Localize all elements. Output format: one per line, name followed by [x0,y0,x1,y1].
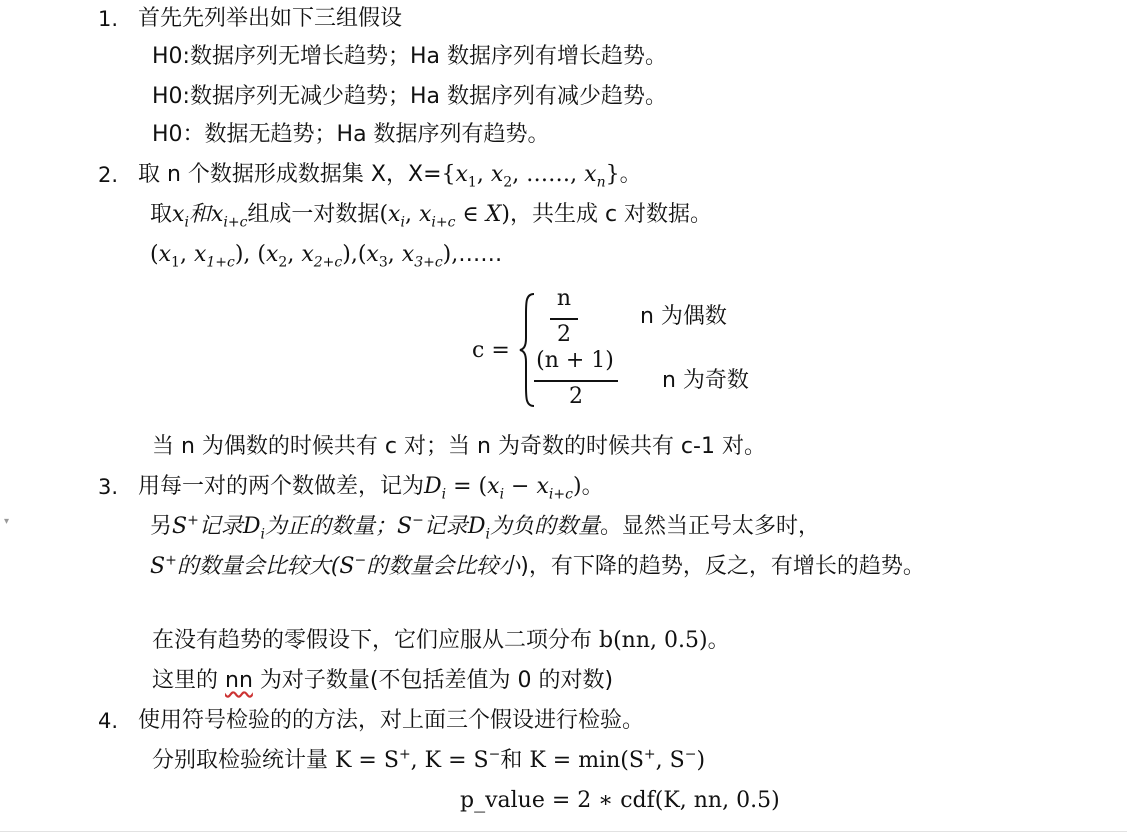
text-c: 为正的数量； [264,514,397,539]
p-value-formula: p_value = 2 ∗ cdf(K, nn, 0.5) [460,788,780,813]
hypothesis-trend: H0：数据无趋势；Ha 数据序列有趋势。 [152,122,550,147]
item-1-title: 首先先列举出如下三组假设 [138,6,403,31]
null-hypothesis-binomial [152,626,730,656]
text-e: 为负的数量 [489,514,600,539]
nn-definition [152,666,613,696]
text-a: 另 [150,514,173,539]
text-m: 为对子数量(不包括差值为 0 的对数) [252,668,614,693]
item-3-title-text: 用每一对的两个数做差，记为 [138,474,425,499]
frac-n-plus-1: (n + 1) [536,348,614,373]
list-number-2: 2. [98,163,119,187]
margin-collapse-icon[interactable]: ▾ [4,516,10,527]
pair-list: ($x_1$, $x_{1+c}$), ($x_2$, $x_{2+c}),(x_3$, $x_{3+c}),\dots\dots$ [150,242,503,271]
pair-and: 和 [188,202,211,227]
text-n: 分别取检验统计量 [152,748,335,773]
pair-count-note: 当 n 为偶数的时候共有 c 对；当 n 为奇数的时候共有 c-1 对。 [152,434,766,459]
sign-count-definition: 另S+记录$D_i$为正的数量；S−记录$D_i$为负的数量。显然当正号太多时， [150,512,820,543]
hypothesis-decrease: H0:数据序列无减少趋势；Ha 数据序列有减少趋势。 [152,84,667,109]
hypothesis-increase: H0:数据序列无增长趋势；Ha 数据序列有增长趋势。 [152,44,667,69]
binomial-expression: b(nn, 0.5) [599,628,708,653]
text-j: 在没有趋势的零假设下，它们应服从二项分布 [152,628,599,653]
text-f: 。显然当正号太多时， [599,514,820,539]
pair-mid: 组成一对数据 [247,202,380,227]
text-i: )，有下降的趋势，反之，有增长的趋势。 [520,554,925,579]
text-g: 的数量会比较大( [176,554,340,579]
frac-n: n [556,286,572,311]
frac-2-odd: 2 [569,384,583,409]
pair-prefix: 取 [150,202,173,227]
item-2-title: 取 n 个数据形成数据集 X，$X=\{x_1$, $x_2$, ……, $x_n$}。 [138,162,642,191]
text-l: 这里的 [152,668,225,693]
text-h: 的数量会比较小 [366,554,521,579]
text-d: 记录 [423,514,468,539]
text-k: 。 [707,628,730,653]
frac-bar-odd [534,380,618,382]
nn-term: nn [225,668,253,693]
text-b: 记录 [198,514,243,539]
sign-count-interpretation: S+的数量会比较大(S−的数量会比较小)，有下降的趋势，反之，有增长的趋势。 [150,552,925,579]
frac-2-even: 2 [557,322,571,347]
case-odd-label: n 为奇数 [662,368,749,393]
item-2-title-text: 取 n 个数据形成数据集 X，X= [138,162,442,187]
list-number-4: 4. [98,709,119,733]
page-bottom-rule [0,831,1127,832]
item-4-title: 使用符号检验的的方法，对上面三个假设进行检验。 [138,708,645,733]
pairs-ellipsis: …… [458,242,503,267]
c-equals: c = [472,338,510,363]
frac-bar-even [550,318,578,320]
item-3-title: 用每一对的两个数做差，记为$D_i = (x_i - x_{i+c})$。 [138,474,604,503]
text-o: 和 [500,748,523,773]
test-statistic-definition: 分别取检验统计量 K = S+, K = S−和 K = min(S+, S−) [152,746,706,773]
pair-suffix: ，共生成 c 对数据。 [509,202,713,227]
list-number-3: 3. [98,475,119,499]
list-number-1: 1. [98,7,119,31]
pair-definition: 取$x_i$和$x_{i+c}$组成一对数据($x_i$, $x_{i+c}$ ∈ X)，共生成 c 对数据。 [150,202,713,231]
case-even-label: n 为偶数 [640,304,727,329]
